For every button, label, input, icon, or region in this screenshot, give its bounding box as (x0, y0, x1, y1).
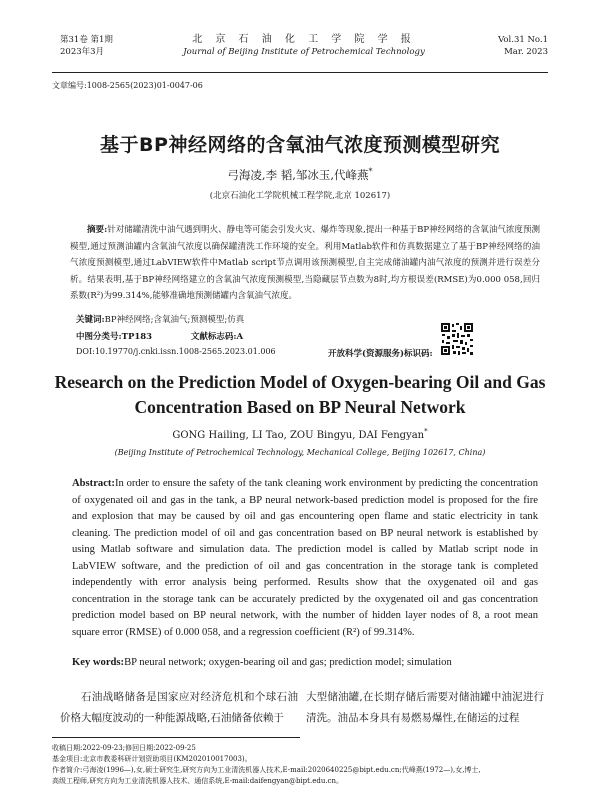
authors-cn-names: 弓海凌,李 韬,邹冰玉,代峰燕 (227, 168, 369, 182)
date-cn: 2023年3月 (60, 47, 105, 57)
clc-field (76, 332, 152, 342)
date-en: Mar. 2023 (504, 47, 548, 57)
clc-label: 中图分类号: (76, 332, 122, 342)
keywords-en-text: BP neural network; oxygen-bearing oil and gas; prediction model; simulation (124, 657, 452, 668)
abstract-cn-text: 针对储罐清洗中油气遇到明火、静电等可能会引发火灾、爆炸等现象,提出一种基于BP神经网络的含氧油气浓度预测模型,通过预测油罐内含氧油气浓度以确保罐清洗工作环境的安全。利用Matlab软件和仿真数据建立了基于BP神经网络的油气浓度预测模型,通过LabVIEW软件中Matlab script节点调用该预测模型,自主完成储油罐内油气浓度的预测并进行误差分析。结果表明,基于BP神经网络建立的含氧油气浓度预测模型,当隐藏层节点数为8时,均方根误差(RMSE)为0.000 058,回归系数(R²)为99.314%,能够准确地预测储罐内含氧油气浓度。 (70, 225, 540, 301)
keywords-cn (76, 313, 244, 325)
keywords-en-label: Key words: (72, 657, 125, 668)
body-column-left: 石油战略储备是国家应对经济危机和个球石油价格大幅度波动的一种能源战略,石油储备依赖于 (60, 691, 298, 724)
keywords-cn-label: 关键词: (76, 315, 105, 325)
footnote-rule (52, 737, 300, 738)
abstract-en-text: In order to ensure the safety of the tank cleaning work environment by predicting the concentration of oxygenated oil and gas in the tank, a BP neural network-based prediction model is proposed for the fire and explosion that may be caused by oil and gas encountering open flame and static electricity in tank cleaning. The prediction model of oil and gas concentration based on BP neural network is established by using Matlab software and simulation data. The prediction model is called by Matlab script node in LabVIEW software, and the prediction of oil and gas concentration in the storage tank is completed independently with error analysis being performed. Results show that the oxygenated oil and gas concentration in the storage tank can be accurately predicted by the oxygenated oil and gas concentration prediction model based on BP neural network, with the number of hidden layer nodes of 8, a root mean square error (RMSE) of 0.000 058, and a regression coefficient (R²) of 99.314%. (72, 478, 538, 638)
volume-cn: 第31卷 第1期 (60, 35, 113, 45)
body-column-right: 大型储油罐,在长期存储后需要对储油罐中油泥进行清洗。油品本身具有易燃易爆性,在储运的过程 (306, 691, 544, 724)
footnote-received: 收稿日期:2022-09-23;修回日期:2022-09-25 (52, 744, 196, 752)
footnote-funding: 基金项目:北京市教委科研计划资助项目(KM202010017003)。 (52, 755, 252, 763)
corresponding-mark-en: * (424, 427, 428, 436)
abstract-cn (70, 222, 540, 305)
doi: DOI:10.19770/j.cnki.issn.1008-2565.2023.01.006 (76, 347, 276, 356)
clc-value: TP183 (121, 332, 153, 342)
doc-code-label: 文献标志码: (190, 332, 237, 342)
oss-label: 开放科学(资源服务)标识码: (328, 349, 433, 359)
abstract-en-label: Abstract: (72, 478, 115, 489)
journal-name-cn: 北 京 石 油 化 工 学 院 学 报 (192, 34, 416, 45)
title-cn: 基于BP神经网络的含氧油气浓度预测模型研究 (100, 134, 500, 156)
authors-en-names: GONG Hailing, LI Tao, ZOU Bingyu, DAI Fengyan (172, 430, 425, 441)
authors-en (0, 427, 600, 441)
qr-code-icon[interactable] (440, 322, 474, 356)
classification-line (76, 330, 279, 342)
header-center (60, 34, 548, 58)
volume-en: Vol.31 No.1 (498, 35, 548, 45)
header-rule (52, 72, 548, 73)
footnote-author-bio: 作者简介:弓海凌(1996—),女,硕士研究生,研究方向为工业清洗机器人技术,E-mail:2020640225@bipt.edu.cn;代峰燕(1972—),女,博士, (52, 766, 481, 774)
doc-code-field (191, 332, 243, 342)
authors-cn (0, 167, 600, 183)
affiliation-en: (Beijing Institute of Petrochemical Technology, Mechanical College, Beijing 102617, China) (114, 448, 486, 457)
footnote-author-bio-cont: 高级工程师,研究方向为工业清洗机器人技术、通信系统,E-mail:daifengyan@bipt.edu.cn。 (52, 777, 343, 785)
keywords-cn-text: BP神经网络;含氧油气;预测模型;仿真 (104, 315, 245, 325)
journal-header (60, 34, 548, 70)
keywords-en (72, 657, 452, 668)
corresponding-mark-cn: * (368, 167, 373, 177)
article-number: 文章编号:1008-2565(2023)01-0047-06 (52, 81, 203, 90)
doc-code-value: A (236, 332, 244, 342)
abstract-cn-label: 摘要: (87, 225, 108, 235)
header-right (498, 34, 548, 58)
title-en: Research on the Prediction Model of Oxygen-bearing Oil and Gas Concentration Based on BP Neural Network (54, 372, 546, 417)
affiliation-cn: (北京石油化工学院机械工程学院,北京 102617) (209, 191, 391, 201)
abstract-en (72, 476, 538, 641)
journal-name-en: Journal of Beijing Institute of Petrochemical Technology (183, 47, 425, 57)
